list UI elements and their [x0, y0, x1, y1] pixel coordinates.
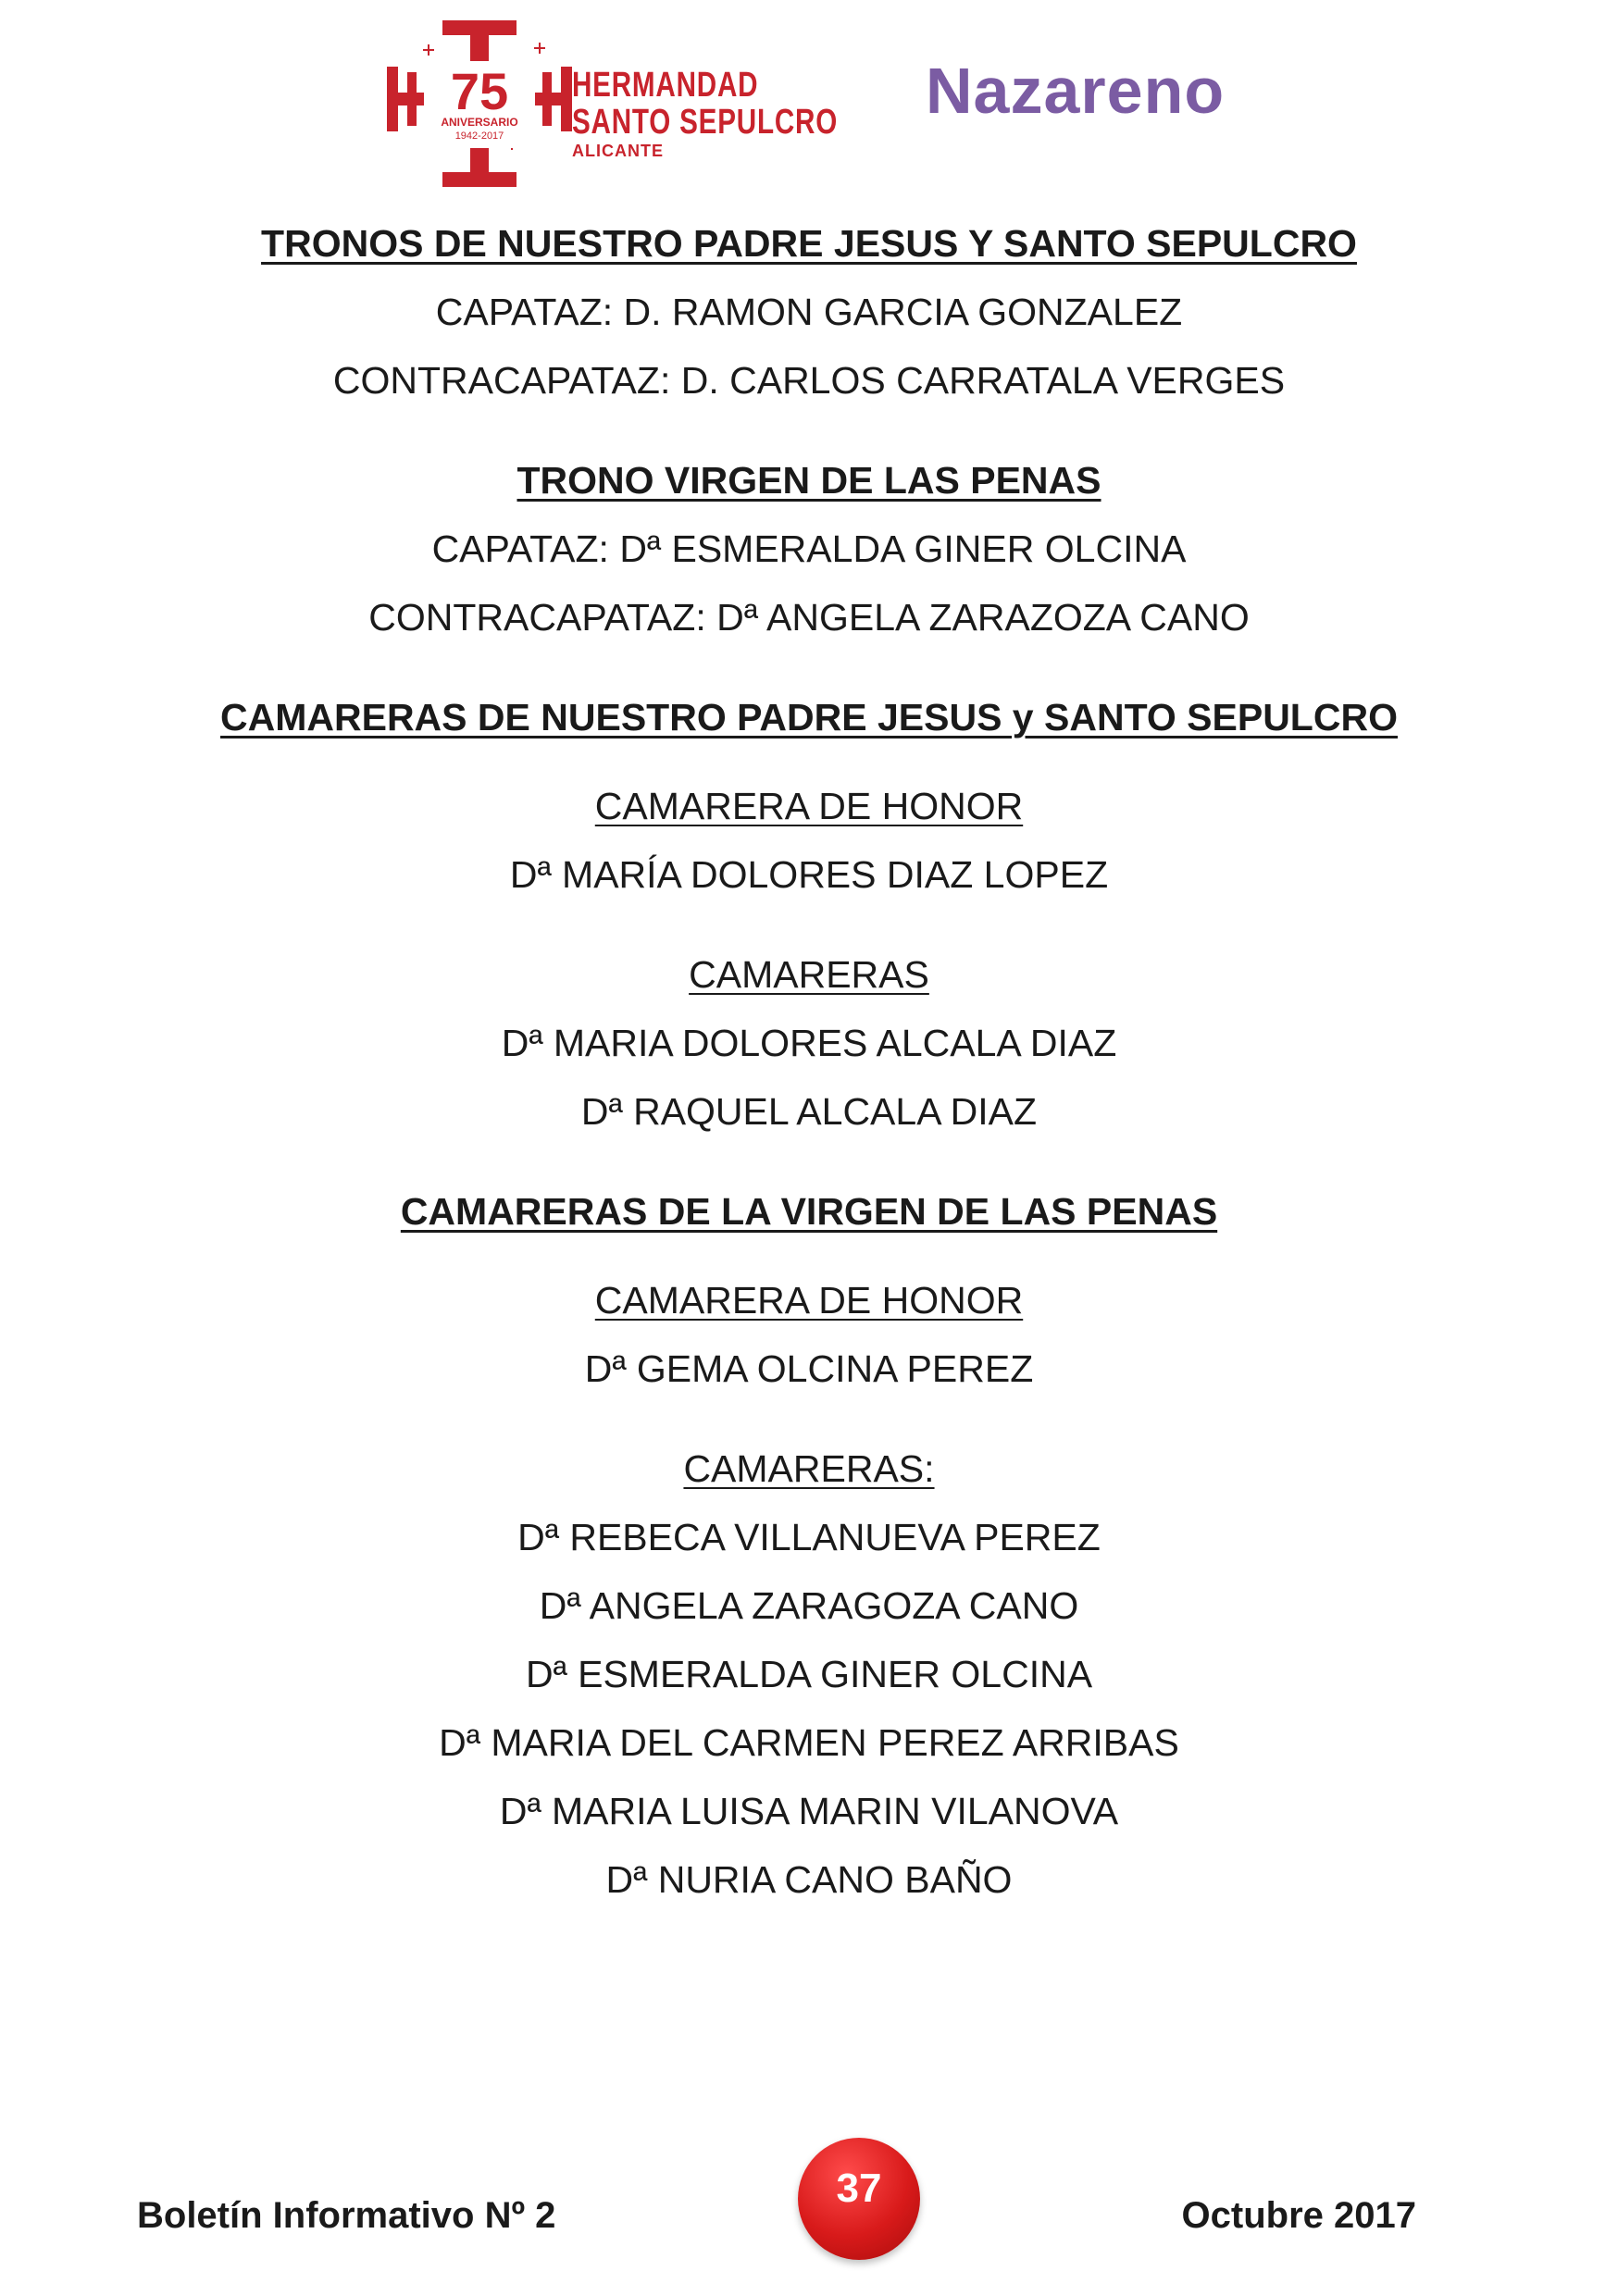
role-line: CONTRACAPATAZ: Dª ANGELA ZARAZOZA CANO — [368, 596, 1250, 639]
name-line: Dª ESMERALDA GINER OLCINA — [525, 1653, 1093, 1695]
logo-line-1: HERMANDAD — [572, 66, 759, 105]
name-line: Dª MARIA DOLORES ALCALA DIAZ — [501, 1022, 1117, 1064]
logo-anniversary: ANIVERSARIO — [441, 116, 518, 129]
logo-line-3: ALICANTE — [572, 142, 664, 160]
role-line: CONTRACAPATAZ: D. CARLOS CARRATALA VERGES — [332, 359, 1286, 402]
logo-wordmark — [572, 67, 913, 161]
group-subheading: CAMARERAS: — [683, 1447, 935, 1490]
section-heading: TRONOS DE NUESTRO PADRE JESUS Y SANTO SEPULCRO — [261, 222, 1357, 265]
group-subheading: CAMARERA DE HONOR — [594, 1279, 1024, 1322]
brand-title: Nazareno — [926, 55, 1226, 127]
section-heading: CAMARERAS DE LA VIRGEN DE LAS PENAS — [400, 1190, 1218, 1233]
footer-date: Octubre 2017 — [1181, 2195, 1416, 2236]
logo-line-2: SANTO SEPULCRO — [572, 103, 839, 142]
logo-number: 75 — [450, 62, 509, 120]
section-heading: CAMARERAS DE NUESTRO PADRE JESUS y SANTO SEPULCRO — [220, 696, 1398, 738]
cross-emblem-icon — [387, 20, 572, 187]
role-line: CAPATAZ: D. RAMON GARCIA GONZALEZ — [435, 291, 1183, 333]
name-line: Dª MARIA LUISA MARIN VILANOVA — [499, 1790, 1119, 1832]
name-line: Dª ANGELA ZARAGOZA CANO — [539, 1584, 1079, 1627]
name-line: Dª RAQUEL ALCALA DIAZ — [580, 1090, 1038, 1133]
group-subheading: CAMARERA DE HONOR — [594, 785, 1024, 827]
name-line: Dª MARÍA DOLORES DIAZ LOPEZ — [509, 853, 1109, 896]
name-line: Dª MARIA DEL CARMEN PEREZ ARRIBAS — [439, 1721, 1179, 1764]
name-line: Dª NURIA CANO BAÑO — [605, 1858, 1013, 1901]
group-subheading: CAMARERAS — [689, 953, 929, 996]
page-number-badge: 37 — [798, 2138, 920, 2260]
name-line: Dª REBECA VILLANUEVA PEREZ — [517, 1516, 1101, 1558]
name-line: Dª GEMA OLCINA PEREZ — [584, 1347, 1034, 1390]
footer-bulletin-title: Boletín Informativo Nº 2 — [137, 2195, 556, 2236]
role-line: CAPATAZ: Dª ESMERALDA GINER OLCINA — [431, 527, 1187, 570]
section-heading: TRONO VIRGEN DE LAS PENAS — [517, 459, 1101, 502]
brotherhood-logo — [387, 20, 839, 187]
page-header — [0, 0, 1618, 194]
logo-years: 1942-2017 — [454, 130, 504, 142]
